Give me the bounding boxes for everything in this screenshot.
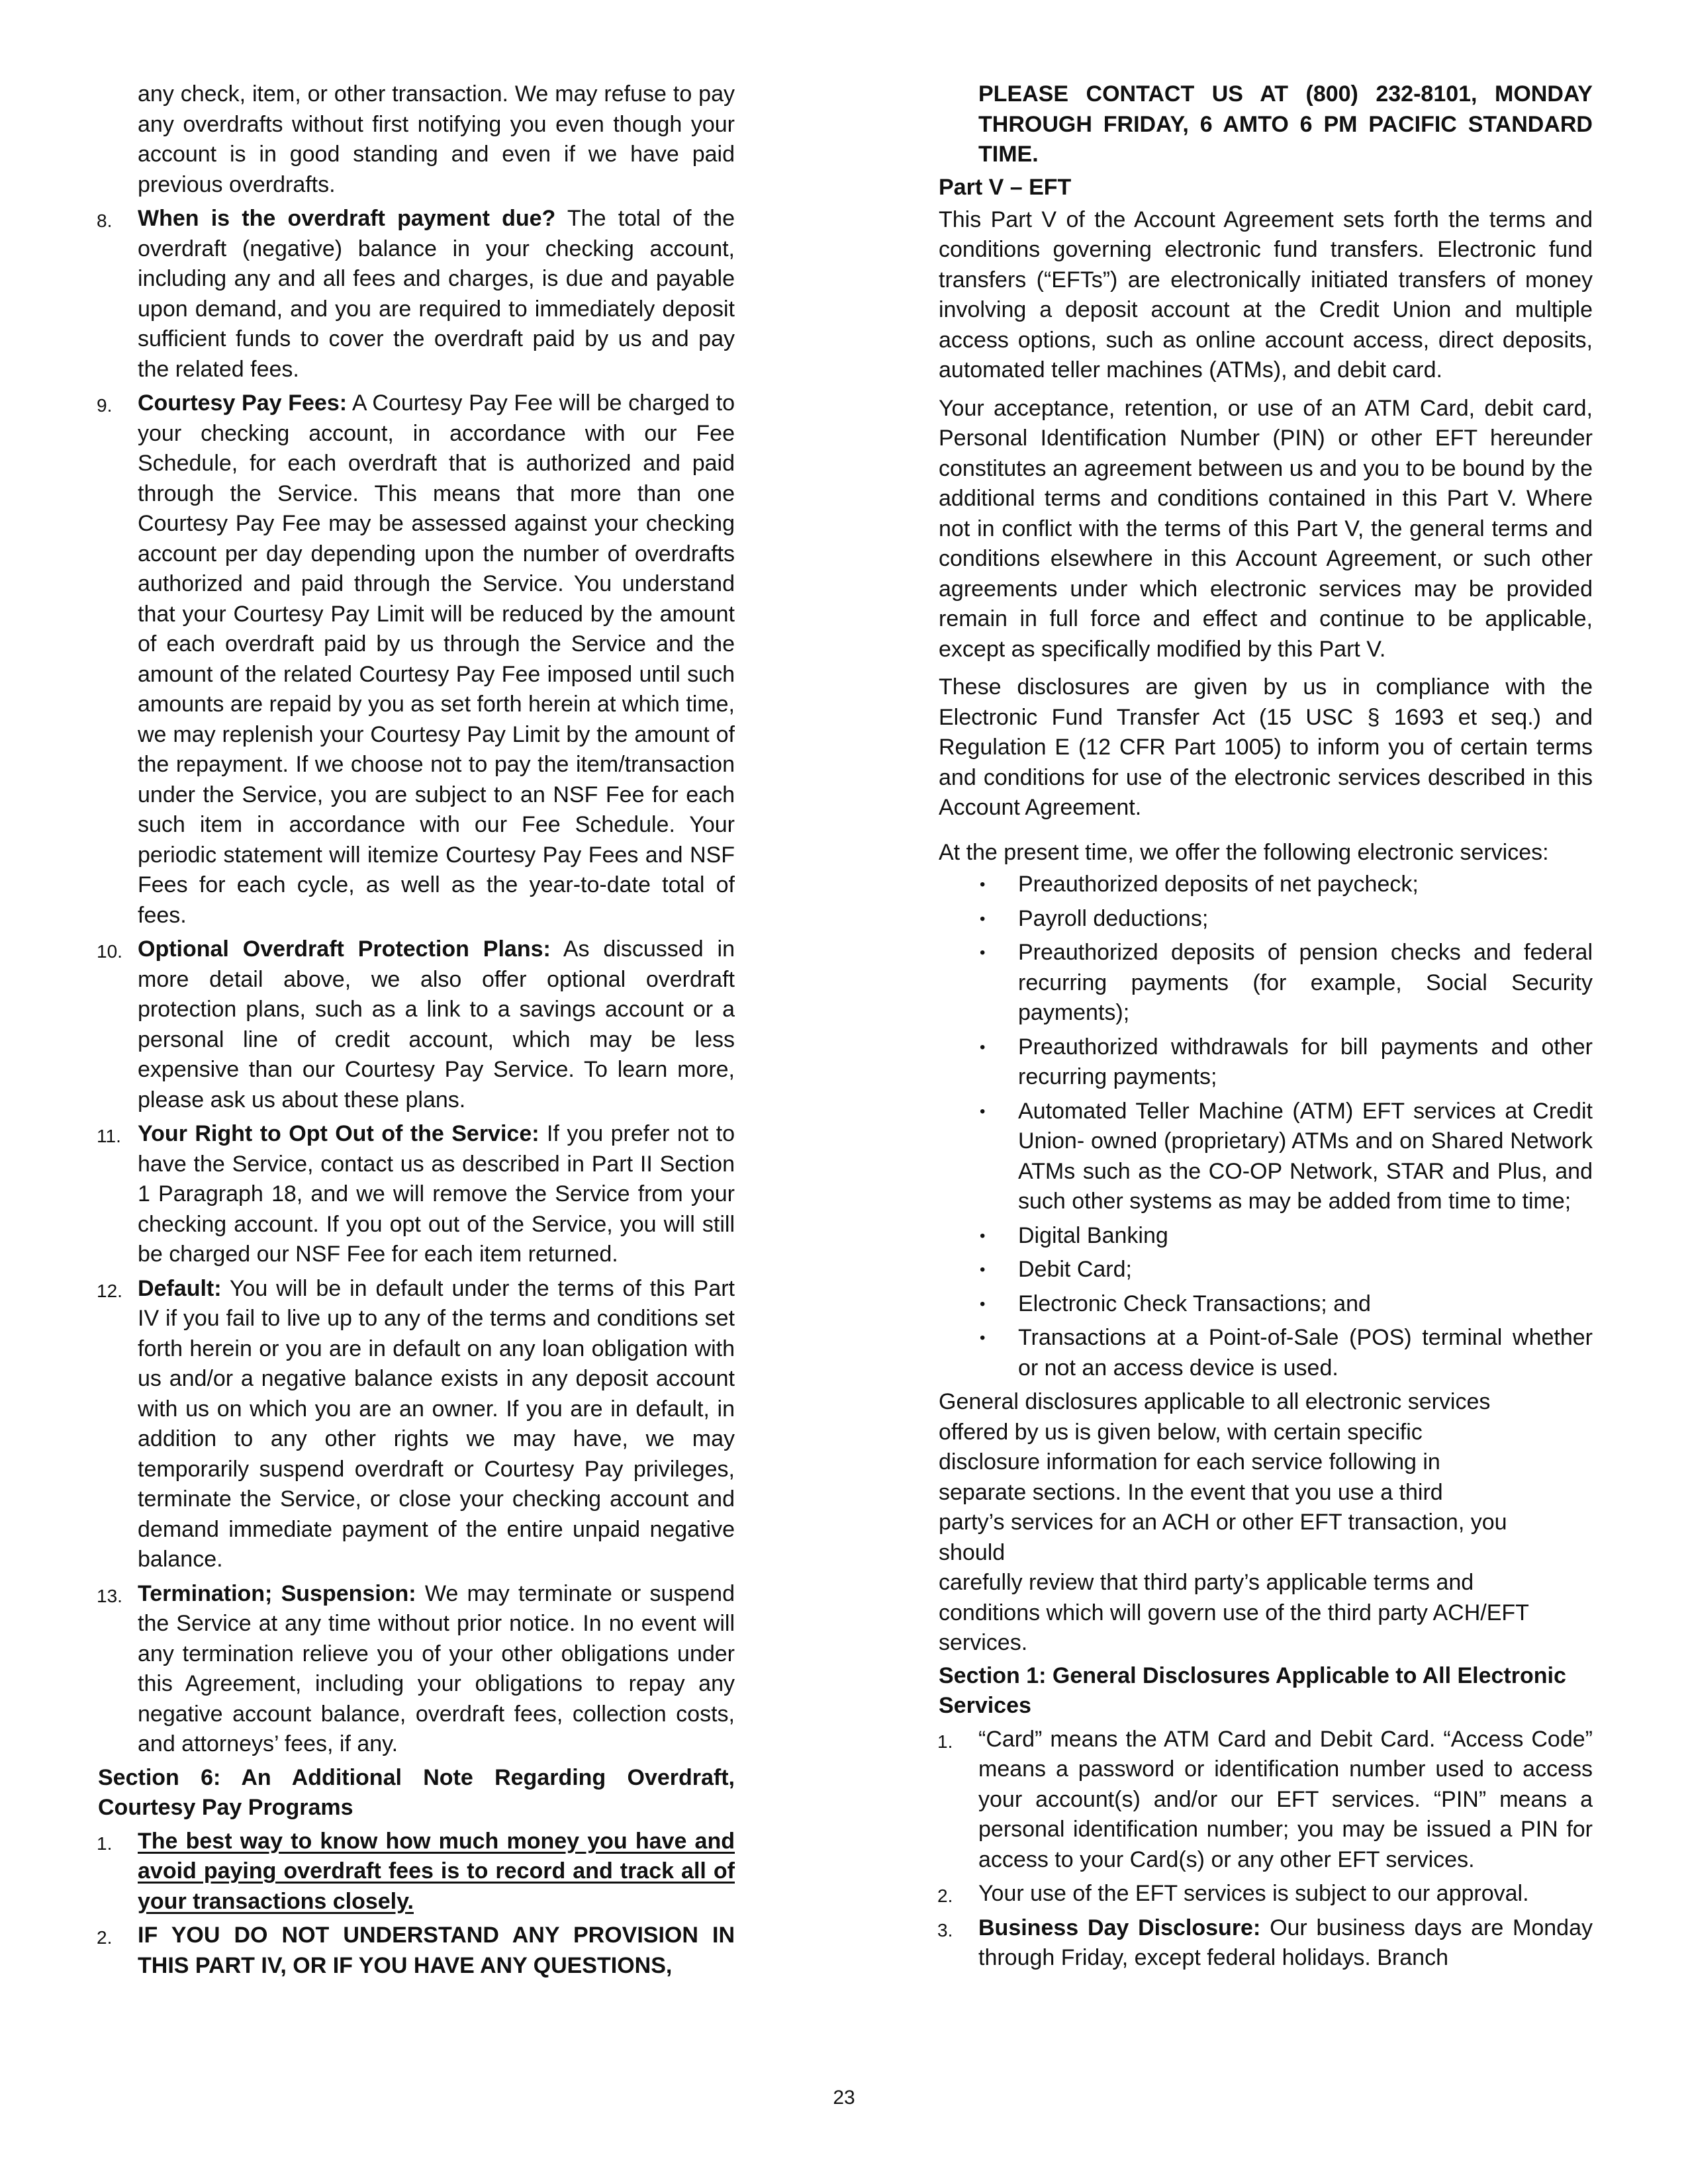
paragraph: These disclosures are given by us in compliance with the Electronic Fund Transfer Act (15 USC § 1693 et seq.) and Regulation E (12 CFR Part 1005) to inform you of certain terms and conditions for use of the electronic services described in this Account Agreement. [939,674,1593,820]
item-text: IF YOU DO NOT UNDERSTAND ANY PROVISION IN THIS PART IV, OR IF YOU HAVE ANY QUESTIONS, [138,1923,735,1978]
item-number: 2. [937,1886,953,1906]
list-item [98,1119,735,1270]
item-number: 1. [97,1833,113,1854]
list-item [98,388,735,931]
list-item: • Preauthorized deposits of net paycheck; [939,870,1593,900]
item-title: Courtesy Pay Fees: [138,390,348,416]
bullet-icon: • [980,1038,986,1056]
list-item [98,1921,735,1981]
item-text: You will be in default under the terms of this Part IV if you fail to live up to any of the terms and conditions set forth herein or you are in default on any loan obligation with us and/or a negative balance exists in any deposit account with us on which you are an owner. If you are in default, in addition to any other rights we may have, we may temporarily suspend overdraft or Courtesy Pay privileges, terminate the Service, or close your checking account and demand immediate payment of the entire unpaid negative balance. [138,1275,735,1572]
section-1-heading: Section 1: General Disclosures Applicable to All Electronic Services [939,1662,1566,1718]
item-number: 9. [97,395,113,416]
item-text: The total of the overdraft (negative) balance in your checking account, including any and all fees and charges, is due and payable upon demand, and you are required to immediately deposit sufficient funds to cover the overdraft paid by us and pay the related fees. [138,206,735,382]
overdraft-continuation-text: any check, item, or other transaction. We may refuse to pay any overdrafts without first notifying you even though your account is in good standing and even if we have paid previous overdrafts. [138,81,735,197]
bullet-icon: • [980,1329,986,1347]
general-disclosures-text: General disclosures applicable to all electronic services offered by us is given below, with certain specific disclosure information for each service following in separate sections. In the event that you use a third party’s services for an ACH or other EFT transaction, you should carefully review that third party’s applicable terms and conditions which will govern use of the third party ACH/EFT services. [939,1389,1529,1655]
list-item [98,934,735,1115]
list-item: • Digital Banking [939,1221,1593,1251]
item-text: Our business days are Monday through Friday, except federal holidays. Branch [978,1915,1593,1970]
list-item: • Electronic Check Transactions; and [939,1289,1593,1320]
bullet-icon: • [980,944,986,962]
services-list [939,870,1593,1383]
page-number: 23 [833,2087,855,2109]
bullet-icon: • [980,1102,986,1120]
item-number: 10. [97,941,122,962]
item-number: 3. [937,1919,953,1940]
list-item: • Preauthorized withdrawals for bill payments and other recurring payments; [939,1032,1593,1093]
list-item: • Payroll deductions; [939,904,1593,934]
list-item [939,1913,1593,1974]
list-item [98,1274,735,1575]
list-item [98,1827,735,1917]
item-number: 12. [97,1280,122,1301]
paragraph: Your acceptance, retention, or use of an ATM Card, debit card, Personal Identification Number (PIN) or other EFT hereunder constitutes an agreement between us and you to be bound by the additional terms and conditions contained in this Part V. Where not in conflict with the terms of this Part V, the general terms and conditions elsewhere in this Account Agreement, or such other agreements under which electronic services may be provided remain in full force and effect and continue to be applicable, except as specifically modified by this Part V. [939,395,1593,662]
list-item [939,1725,1593,1876]
left-column [98,79,735,1984]
item-number: 11. [97,1126,121,1146]
item-text: “Card” means the ATM Card and Debit Card. “Access Code” means a password or identification number used to access your account(s) and/or our EFT services. “PIN” means a personal identification number; you may be issued a PIN for access to your Card(s) or any other EFT services. [978,1726,1593,1872]
item-text: We may terminate or suspend the Service at any time without prior notice. In no event will any termination relieve you of your other obligations under this Agreement, including your obligations to repay any negative account balance, overdraft fees, collection costs, and attorneys’ fees, if any. [138,1580,735,1756]
list-item: • Automated Teller Machine (ATM) EFT services at Credit Union- owned (proprietary) ATMs and on Shared Network ATMs such as the CO-OP Network, STAR and Plus, and such other systems as may be added from time to time; [939,1097,1593,1217]
item-title: Business Day Disclosure: [978,1915,1261,1940]
item-title: Your Right to Opt Out of the Service: [138,1121,539,1146]
item-text: If you prefer not to have the Service, contact us as described in Part II Section 1 Paragraph 18, and we will remove the Service from your checking account. If you opt out of the Service, you will still be charged our NSF Fee for each item returned. [138,1121,735,1267]
item-title: Optional Overdraft Protection Plans: [138,936,551,962]
item-number: 13. [97,1585,122,1606]
right-column [939,79,1593,1977]
item-text: A Courtesy Pay Fee will be charged to your checking account, in accordance with our Fee Schedule, for each overdraft that is authorized and paid through the Service. This means that more than one Courtesy Pay Fee may be assessed against your checking account per day depending upon the number of overdrafts authorized and paid through the Service. You understand that your Courtesy Pay Limit will be reduced by the amount of each overdraft paid by us through the Service and the amount of the related Courtesy Pay Fee imposed until such amounts are repaid by you as set forth herein at which time, we may replenish your Courtesy Pay Limit by the amount of the repayment. If we choose not to pay the item/transaction under the Service, you are subject to an NSF Fee for each such item in accordance with our Fee Schedule. Your periodic statement will itemize Courtesy Pay Fees and NSF Fees for each cycle, as well as the year-to-date total of fees. [138,390,735,928]
bullet-icon: • [980,909,986,928]
contact-continuation-text: PLEASE CONTACT US AT (800) 232-8101, MONDAY THROUGH FRIDAY, 6 AMTO 6 PM PACIFIC STANDARD TIME. [978,81,1593,167]
bullet-icon: • [980,1261,986,1279]
item-text: As discussed in more detail above, we also offer optional overdraft protection plans, such as a link to a savings account or a personal line of credit account, which may be less expensive than our Courtesy Pay Service. To learn more, please ask us about these plans. [138,936,735,1113]
item-title: Default: [138,1275,222,1301]
services-intro: At the present time, we offer the following electronic services: [939,839,1549,865]
part-v-heading: Part V – EFT [939,174,1072,200]
bullet-icon: • [980,1226,986,1245]
section-6-heading: Section 6: An Additional Note Regarding Overdraft, Courtesy Pay Programs [98,1764,735,1820]
paragraph: This Part V of the Account Agreement sets forth the terms and conditions governing electronic fund transfers. Electronic fund transfers (“EFTs”) are electronically initiated transfers of money involving a deposit account at the Credit Union and multiple access options, such as online account access, direct deposits, automated teller machines (ATMs), and debit card. [939,206,1593,383]
list-item: • Preauthorized deposits of pension checks and federal recurring payments (for example, Social Security payments); [939,938,1593,1028]
list-item: • Debit Card; [939,1255,1593,1285]
item-text: The best way to know how much money you have and avoid paying overdraft fees is to record and track all of your transactions closely. [138,1828,735,1914]
item-title: Termination; Suspension: [138,1580,416,1606]
list-item [939,1879,1593,1909]
list-item [98,1579,735,1760]
item-text: Your use of the EFT services is subject to our approval. [978,1881,1529,1906]
bullet-icon: • [980,1295,986,1313]
list-item [98,204,735,385]
item-title: When is the overdraft payment due? [138,206,556,231]
item-number: 1. [937,1731,953,1752]
item-number: 8. [97,210,113,231]
item-number: 2. [97,1927,113,1948]
list-item: • Transactions at a Point-of-Sale (POS) terminal whether or not an access device is used. [939,1323,1593,1383]
bullet-icon: • [980,876,986,893]
